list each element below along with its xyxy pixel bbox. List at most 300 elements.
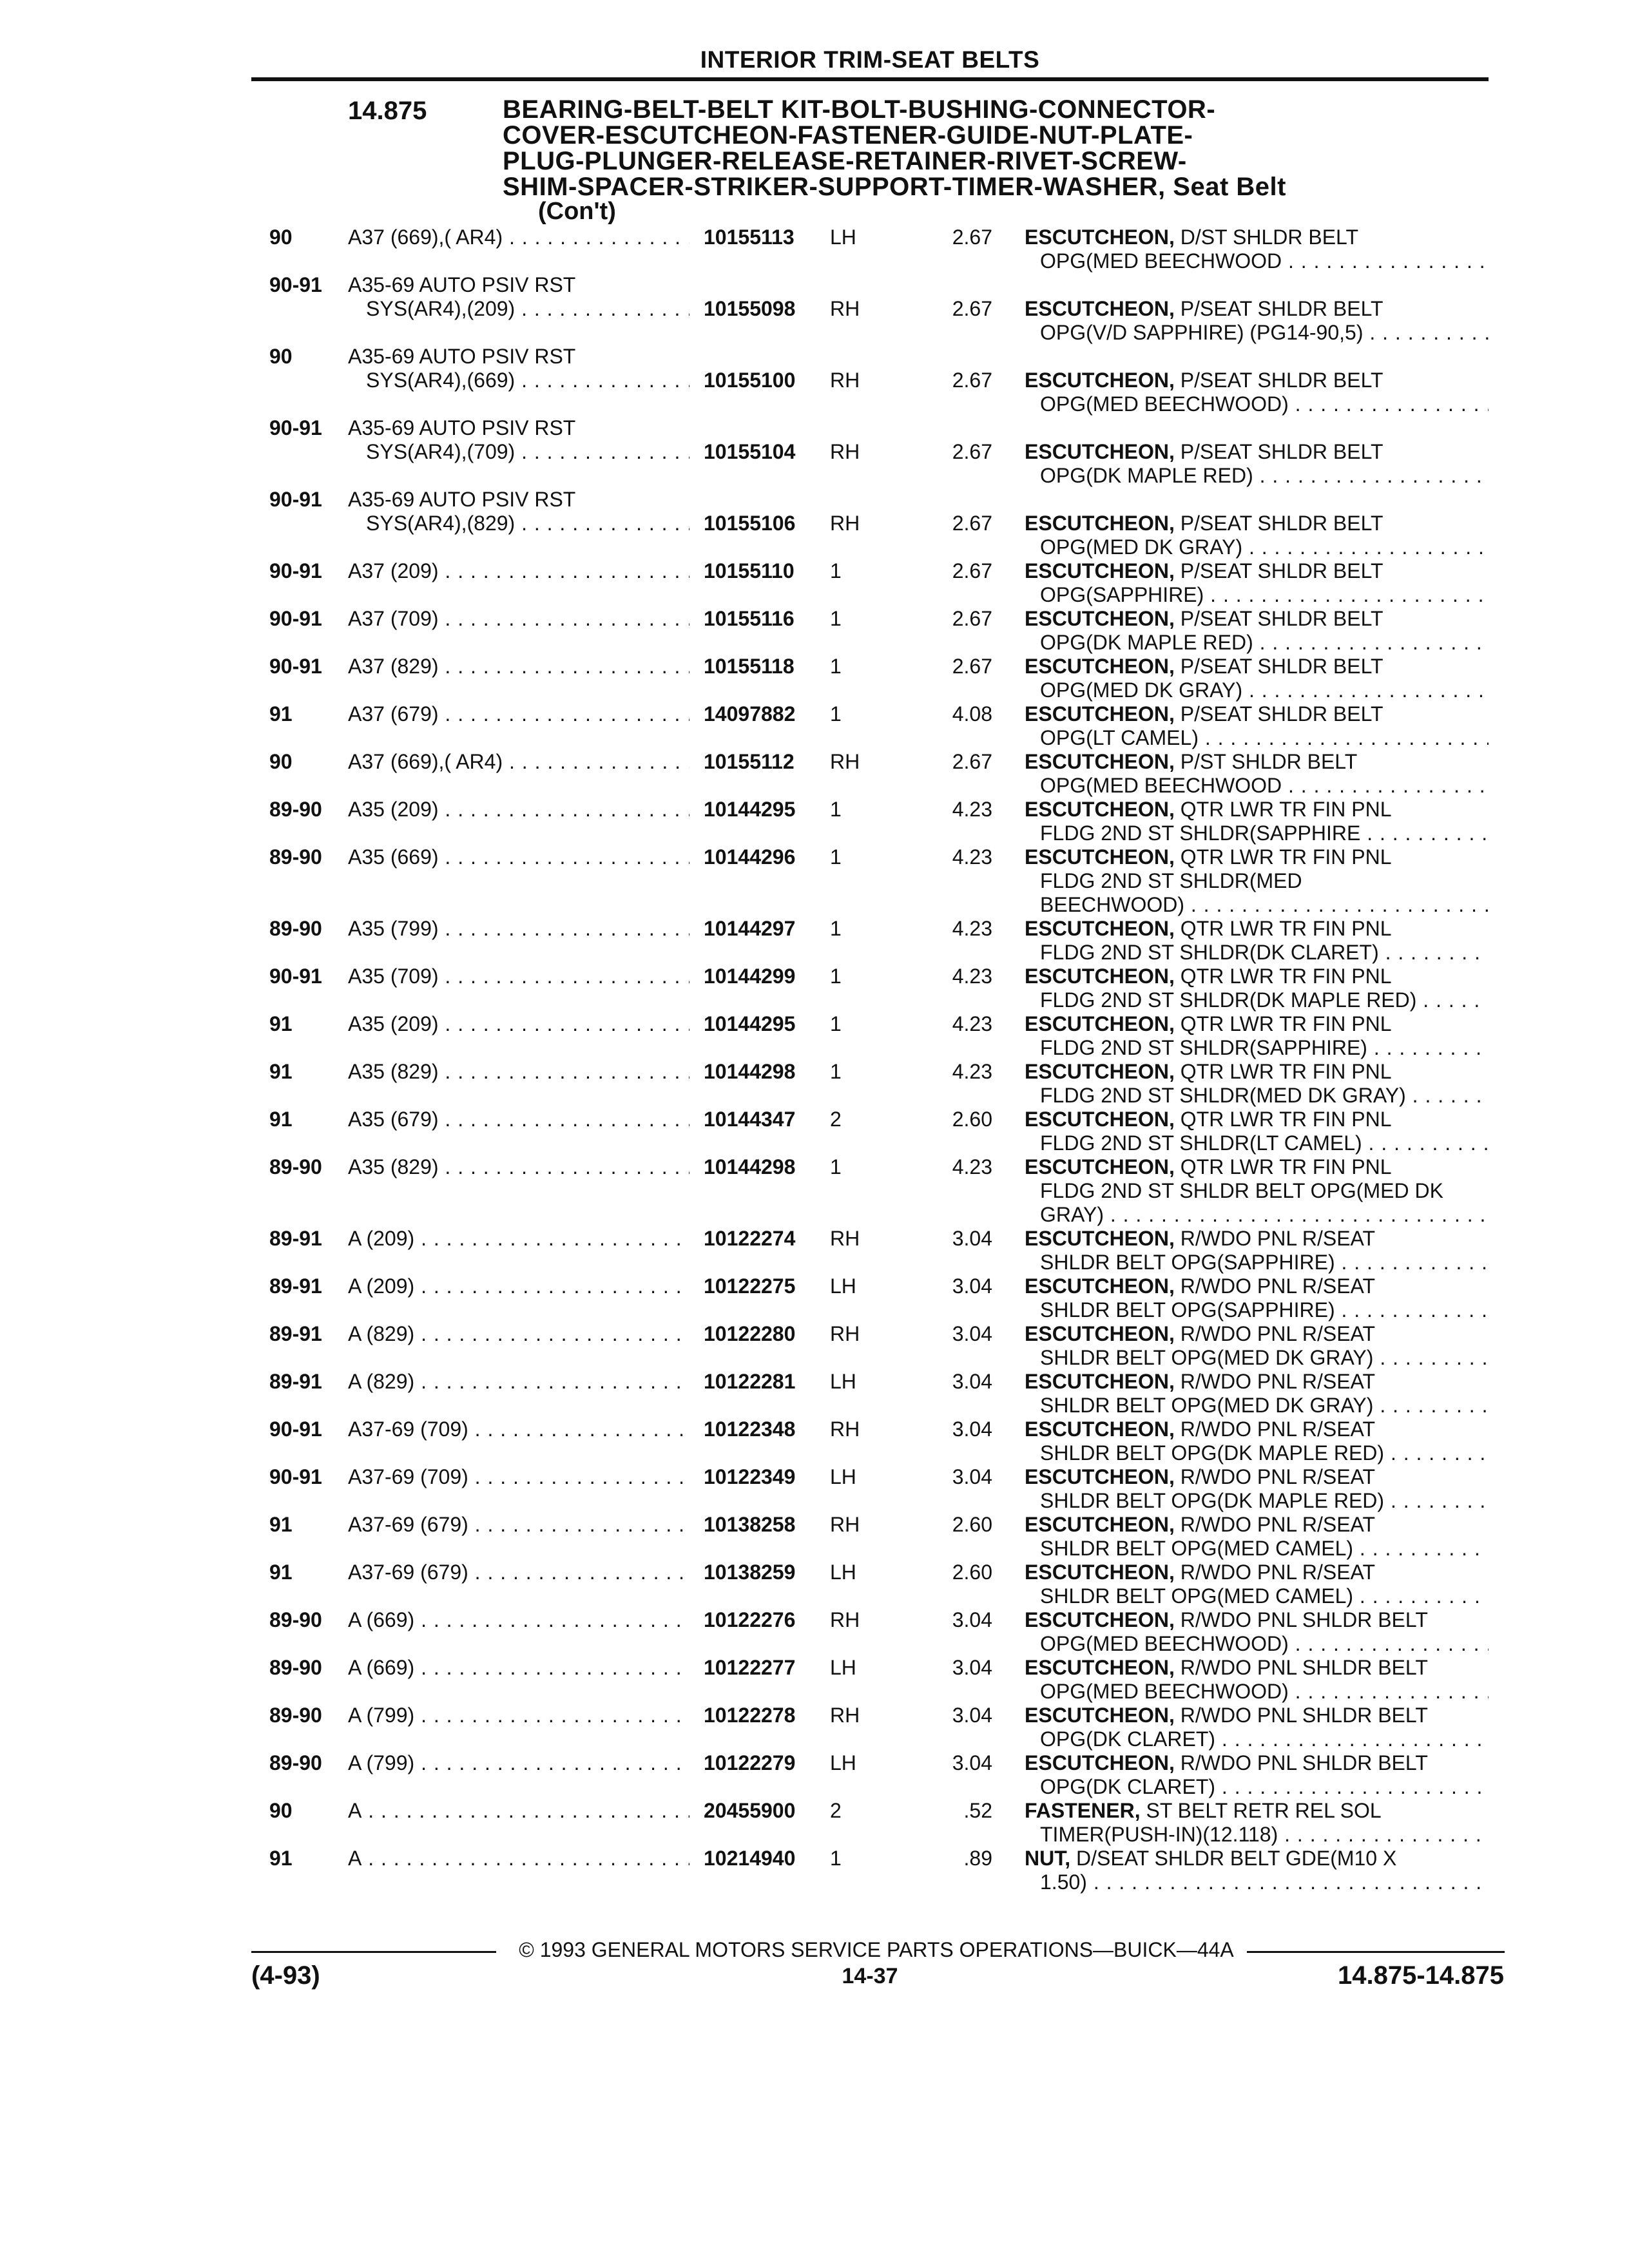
model-usage	[348, 273, 689, 321]
description-name: ESCUTCHEON,	[1025, 512, 1175, 535]
part-number: 10122278	[704, 1704, 796, 1727]
description-text: QTR LWR TR FIN PNL	[1180, 845, 1392, 869]
description-text: R/WDO PNL SHLDR BELT	[1180, 1656, 1428, 1679]
model-usage	[348, 798, 689, 822]
quantity: LH	[830, 1656, 856, 1679]
price: 2.60	[952, 1513, 992, 1536]
description-line	[1025, 607, 1489, 631]
section-title-line: SHIM-SPACER-STRIKER-SUPPORT-TIMER-WASHER, Seat Belt	[503, 173, 1286, 201]
description-line: OPG(DK CLARET) . . .	[1025, 1727, 1489, 1751]
part-number: 10144295	[704, 1012, 796, 1035]
model-usage	[348, 1060, 689, 1084]
part-number: 10122274	[704, 1227, 796, 1250]
model-year: 89-90	[269, 1155, 322, 1178]
part-description	[1025, 369, 1489, 416]
model-year: 91	[269, 1108, 293, 1131]
description-line: FLDG 2ND ST SHLDR(DK CLARET) . . .	[1025, 941, 1489, 965]
model-year: 90	[269, 750, 293, 773]
part-number: 10214940	[704, 1847, 796, 1870]
description-line: OPG(MED BEECHWOOD) . . .	[1025, 1680, 1489, 1704]
table-row	[0, 1418, 1629, 1465]
description-name: ESCUTCHEON,	[1025, 1108, 1175, 1131]
description-line: FLDG 2ND ST SHLDR BELT OPG(MED DK	[1040, 1179, 1443, 1202]
description-name: ESCUTCHEON,	[1025, 1227, 1175, 1250]
part-description	[1025, 1012, 1489, 1060]
table-row	[0, 1799, 1629, 1847]
quantity: RH	[830, 1227, 860, 1250]
description-line: 1.50) . . .	[1025, 1870, 1489, 1894]
description-line: FLDG 2ND ST SHLDR(LT CAMEL) . . .	[1025, 1131, 1489, 1155]
model-usage	[348, 1656, 689, 1680]
part-description	[1025, 1370, 1489, 1418]
model-year: 89-90	[269, 1608, 322, 1631]
description-text: R/WDO PNL R/SEAT	[1180, 1227, 1376, 1250]
model-year: 90-91	[269, 273, 322, 296]
part-description	[1025, 1322, 1489, 1370]
description-line	[1025, 1155, 1489, 1179]
price: 2.67	[952, 297, 992, 320]
table-row	[0, 655, 1629, 702]
model-usage-line: A37-69 (679) . . .	[348, 1561, 689, 1584]
quantity: 1	[830, 917, 842, 940]
quantity: 1	[830, 559, 842, 582]
price: 3.04	[952, 1465, 992, 1488]
model-usage-line: A . . .	[348, 1847, 689, 1870]
price: 4.08	[952, 702, 992, 726]
description-line: OPG(MED BEECHWOOD . . .	[1025, 774, 1489, 798]
table-row	[0, 702, 1629, 750]
section-title-line: BEARING-BELT-BELT KIT-BOLT-BUSHING-CONNECTOR-	[503, 95, 1216, 124]
quantity: 2	[830, 1108, 842, 1131]
model-usage-line: SYS(AR4),(669) . . .	[348, 369, 689, 392]
part-number: 10138258	[704, 1513, 796, 1536]
description-text: P/SEAT SHLDR BELT	[1180, 440, 1383, 463]
description-name: ESCUTCHEON,	[1025, 559, 1175, 582]
description-name: ESCUTCHEON,	[1025, 1274, 1175, 1298]
model-usage-line: A35 (669) . . .	[348, 845, 689, 869]
model-usage	[348, 1227, 689, 1251]
model-usage	[348, 1513, 689, 1537]
description-text: R/WDO PNL R/SEAT	[1180, 1465, 1376, 1488]
model-usage-line: A35 (799) . . .	[348, 917, 689, 941]
description-text: P/SEAT SHLDR BELT	[1180, 559, 1383, 582]
model-year: 89-90	[269, 1751, 322, 1774]
section-continued: (Con't)	[538, 198, 616, 225]
part-description	[1025, 1704, 1489, 1751]
part-number: 10144347	[704, 1108, 796, 1131]
table-row	[0, 226, 1629, 273]
price: 2.67	[952, 655, 992, 678]
part-number: 10144295	[704, 798, 796, 821]
description-line: SHLDR BELT OPG(SAPPHIRE) . . .	[1025, 1298, 1489, 1322]
description-text: P/SEAT SHLDR BELT	[1180, 369, 1383, 392]
description-line	[1025, 512, 1489, 535]
table-row	[0, 1847, 1629, 1894]
quantity: 1	[830, 1155, 842, 1178]
footer-rule-left	[251, 1951, 496, 1953]
price: 3.04	[952, 1322, 992, 1345]
model-usage-line: A35 (829) . . .	[348, 1155, 689, 1179]
description-name: ESCUTCHEON,	[1025, 917, 1175, 940]
description-text: R/WDO PNL R/SEAT	[1180, 1322, 1376, 1345]
description-name: ESCUTCHEON,	[1025, 1751, 1175, 1774]
description-line	[1025, 440, 1489, 464]
part-number: 10155112	[704, 750, 795, 773]
part-description	[1025, 1608, 1489, 1656]
description-name: ESCUTCHEON,	[1025, 750, 1175, 773]
description-line	[1025, 1227, 1489, 1251]
description-name: ESCUTCHEON,	[1025, 607, 1175, 630]
model-usage-line: A35 (829) . . .	[348, 1060, 689, 1084]
description-name: FASTENER,	[1025, 1799, 1141, 1822]
model-year: 89-90	[269, 1656, 322, 1679]
part-number: 10144299	[704, 965, 796, 988]
description-name: ESCUTCHEON,	[1025, 226, 1175, 249]
part-number: 10122275	[704, 1274, 796, 1298]
price: 3.04	[952, 1656, 992, 1679]
model-usage-line: A35 (679) . . .	[348, 1108, 689, 1131]
model-usage	[348, 488, 689, 535]
model-usage-line: SYS(AR4),(709) . . .	[348, 440, 689, 464]
model-year: 90-91	[269, 488, 322, 511]
description-line: OPG(MED DK GRAY) . . .	[1025, 678, 1489, 702]
price: 2.67	[952, 369, 992, 392]
part-description	[1025, 750, 1489, 798]
part-number: 10155104	[704, 440, 796, 463]
model-usage-line: A35-69 AUTO PSIV RST	[348, 488, 576, 511]
part-description	[1025, 297, 1489, 345]
description-line: SHLDR BELT OPG(DK MAPLE RED) . . .	[1025, 1441, 1489, 1465]
part-number: 10138259	[704, 1561, 796, 1584]
description-text: P/SEAT SHLDR BELT	[1180, 297, 1383, 320]
description-line: SHLDR BELT OPG(DK MAPLE RED) . . .	[1025, 1489, 1489, 1513]
table-row	[0, 488, 1629, 559]
description-text: R/WDO PNL SHLDR BELT	[1180, 1608, 1428, 1631]
model-usage	[348, 1465, 689, 1489]
part-description	[1025, 1751, 1489, 1799]
table-row	[0, 1155, 1629, 1227]
model-year: 89-90	[269, 798, 322, 821]
description-line	[1025, 1847, 1489, 1870]
model-usage	[348, 965, 689, 988]
price: 4.23	[952, 1012, 992, 1035]
description-line: FLDG 2ND ST SHLDR(SAPPHIRE . . .	[1025, 822, 1489, 845]
table-row	[0, 273, 1629, 344]
header-rule	[251, 77, 1489, 81]
part-number: 10144296	[704, 845, 796, 869]
quantity: 1	[830, 798, 842, 821]
description-text: QTR LWR TR FIN PNL	[1180, 1012, 1392, 1035]
model-usage-line: A (669) . . .	[348, 1656, 689, 1680]
description-text: R/WDO PNL SHLDR BELT	[1180, 1751, 1428, 1774]
description-text: R/WDO PNL R/SEAT	[1180, 1370, 1376, 1393]
description-name: ESCUTCHEON,	[1025, 965, 1175, 988]
table-row	[0, 1012, 1629, 1060]
part-number: 20455900	[704, 1799, 796, 1822]
price: 2.60	[952, 1108, 992, 1131]
description-name: ESCUTCHEON,	[1025, 845, 1175, 869]
quantity: RH	[830, 750, 860, 773]
model-usage	[348, 416, 689, 464]
description-text: R/WDO PNL R/SEAT	[1180, 1513, 1376, 1536]
quantity: RH	[830, 369, 860, 392]
model-usage	[348, 1561, 689, 1584]
footer-rule-right	[1247, 1951, 1505, 1953]
model-usage	[348, 1704, 689, 1727]
model-usage	[348, 1108, 689, 1131]
table-row	[0, 345, 1629, 416]
model-usage	[348, 1274, 689, 1298]
model-year: 89-91	[269, 1274, 322, 1298]
model-usage	[348, 655, 689, 678]
model-usage-line: A (209) . . .	[348, 1227, 689, 1251]
description-line	[1025, 1060, 1489, 1084]
part-description	[1025, 1561, 1489, 1608]
part-number: 10155098	[704, 297, 796, 320]
quantity: 2	[830, 1799, 842, 1822]
description-text: QTR LWR TR FIN PNL	[1180, 1108, 1392, 1131]
table-row	[0, 607, 1629, 655]
model-usage-line: A (829) . . .	[348, 1322, 689, 1346]
description-line	[1025, 1704, 1489, 1727]
part-description	[1025, 1274, 1489, 1322]
description-text: D/SEAT SHLDR BELT GDE(M10 X	[1076, 1847, 1397, 1870]
description-line: OPG(MED BEECHWOOD) . . .	[1025, 392, 1489, 416]
price: 4.23	[952, 845, 992, 869]
model-usage	[348, 1751, 689, 1775]
description-line	[1025, 1108, 1489, 1131]
description-line	[1025, 965, 1489, 988]
table-row	[0, 845, 1629, 917]
quantity: 1	[830, 702, 842, 726]
quantity: LH	[830, 1370, 856, 1393]
model-year: 90-91	[269, 965, 322, 988]
price: 3.04	[952, 1418, 992, 1441]
model-usage	[348, 1799, 689, 1823]
description-line	[1025, 1561, 1489, 1584]
model-usage-line: A37-69 (679) . . .	[348, 1513, 689, 1537]
table-row	[0, 1656, 1629, 1704]
model-year: 90	[269, 226, 293, 249]
part-number: 10122281	[704, 1370, 796, 1393]
part-number: 10122279	[704, 1751, 796, 1774]
table-row	[0, 1227, 1629, 1274]
model-usage-line: SYS(AR4),(209) . . .	[348, 297, 689, 321]
model-year: 89-91	[269, 1370, 322, 1393]
model-usage-line: A37-69 (709) . . .	[348, 1418, 689, 1441]
table-row	[0, 1751, 1629, 1799]
description-line	[1025, 917, 1489, 941]
part-number: 10144298	[704, 1155, 796, 1178]
model-year: 90-91	[269, 655, 322, 678]
description-name: ESCUTCHEON,	[1025, 369, 1175, 392]
description-name: ESCUTCHEON,	[1025, 1155, 1175, 1178]
description-line: FLDG 2ND ST SHLDR(MED DK GRAY) . . .	[1025, 1084, 1489, 1108]
price: 2.60	[952, 1561, 992, 1584]
description-line	[1025, 845, 1489, 869]
model-usage	[348, 750, 689, 774]
price: .52	[963, 1799, 992, 1822]
description-text: QTR LWR TR FIN PNL	[1180, 917, 1392, 940]
description-name: ESCUTCHEON,	[1025, 1012, 1175, 1035]
model-year: 91	[269, 702, 293, 726]
model-usage-line: A (209) . . .	[348, 1274, 689, 1298]
model-year: 91	[269, 1847, 293, 1870]
description-name: NUT,	[1025, 1847, 1071, 1870]
part-description	[1025, 1155, 1489, 1227]
model-usage-line: A37 (709) . . .	[348, 607, 689, 631]
description-text: R/WDO PNL SHLDR BELT	[1180, 1704, 1428, 1727]
price: 3.04	[952, 1751, 992, 1774]
description-text: R/WDO PNL R/SEAT	[1180, 1274, 1376, 1298]
description-line: OPG(MED BEECHWOOD) . . .	[1025, 1632, 1489, 1656]
model-usage-line: A (799) . . .	[348, 1704, 689, 1727]
model-usage-line: A35 (209) . . .	[348, 798, 689, 822]
quantity: LH	[830, 1561, 856, 1584]
description-name: ESCUTCHEON,	[1025, 1513, 1175, 1536]
price: 2.67	[952, 559, 992, 582]
description-line	[1025, 798, 1489, 822]
description-text: P/SEAT SHLDR BELT	[1180, 655, 1383, 678]
model-year: 91	[269, 1513, 293, 1536]
part-description	[1025, 559, 1489, 607]
quantity: 1	[830, 1012, 842, 1035]
price: 2.67	[952, 440, 992, 463]
footer-copyright: © 1993 GENERAL MOTORS SERVICE PARTS OPERATIONS—BUICK—44A	[519, 1938, 1234, 1961]
footer-date-code: (4-93)	[251, 1961, 320, 1990]
model-usage	[348, 559, 689, 583]
quantity: 1	[830, 1060, 842, 1083]
part-description	[1025, 917, 1489, 965]
description-text: R/WDO PNL R/SEAT	[1180, 1561, 1376, 1584]
description-text: QTR LWR TR FIN PNL	[1180, 1155, 1392, 1178]
description-line: OPG(MED DK GRAY) . . .	[1025, 535, 1489, 559]
description-line	[1025, 1322, 1489, 1346]
price: 3.04	[952, 1370, 992, 1393]
table-row	[0, 798, 1629, 845]
part-description	[1025, 655, 1489, 702]
description-name: ESCUTCHEON,	[1025, 1561, 1175, 1584]
part-number: 10144297	[704, 917, 796, 940]
model-usage	[348, 607, 689, 631]
description-text: P/ST SHLDR BELT	[1180, 750, 1358, 773]
description-line	[1025, 1418, 1489, 1441]
model-usage-line: A37 (209) . . .	[348, 559, 689, 583]
quantity: RH	[830, 512, 860, 535]
description-text: QTR LWR TR FIN PNL	[1180, 965, 1392, 988]
description-line: TIMER(PUSH-IN)(12.118) . . .	[1025, 1823, 1489, 1847]
quantity: LH	[830, 1751, 856, 1774]
description-text: ST BELT RETR REL SOL	[1146, 1799, 1382, 1822]
quantity: RH	[830, 297, 860, 320]
model-usage	[348, 226, 689, 249]
model-usage	[348, 1012, 689, 1036]
description-line	[1025, 702, 1489, 726]
description-line: GRAY) . . .	[1025, 1203, 1489, 1227]
model-usage	[348, 1418, 689, 1441]
part-description	[1025, 1513, 1489, 1561]
description-text: P/SEAT SHLDR BELT	[1180, 702, 1383, 726]
table-row	[0, 1060, 1629, 1108]
model-year: 91	[269, 1561, 293, 1584]
section-number: 14.875	[348, 97, 427, 125]
model-year: 89-90	[269, 845, 322, 869]
model-usage-line: A (799) . . .	[348, 1751, 689, 1775]
table-row	[0, 1370, 1629, 1418]
part-number: 10155110	[704, 559, 795, 582]
description-name: ESCUTCHEON,	[1025, 1060, 1175, 1083]
description-line	[1025, 1274, 1489, 1298]
quantity: 1	[830, 965, 842, 988]
quantity: RH	[830, 440, 860, 463]
description-line: SHLDR BELT OPG(SAPPHIRE) . . .	[1025, 1251, 1489, 1274]
part-description	[1025, 702, 1489, 750]
price: 3.04	[952, 1704, 992, 1727]
price: 3.04	[952, 1274, 992, 1298]
model-usage-line: A35-69 AUTO PSIV RST	[348, 416, 576, 439]
part-description	[1025, 1108, 1489, 1155]
model-usage-line: A . . .	[348, 1799, 689, 1823]
table-row	[0, 559, 1629, 607]
description-line: FLDG 2ND ST SHLDR(SAPPHIRE) . . .	[1025, 1036, 1489, 1060]
description-name: ESCUTCHEON,	[1025, 1704, 1175, 1727]
model-usage-line: A37 (669),( AR4) . . .	[348, 226, 689, 249]
description-line	[1025, 1513, 1489, 1537]
model-usage-line: A37-69 (709) . . .	[348, 1465, 689, 1489]
quantity: RH	[830, 1704, 860, 1727]
part-number: 10144298	[704, 1060, 796, 1083]
part-description	[1025, 798, 1489, 845]
description-text: P/SEAT SHLDR BELT	[1180, 512, 1383, 535]
quantity: RH	[830, 1513, 860, 1536]
model-year: 91	[269, 1060, 293, 1083]
description-line	[1025, 750, 1489, 774]
model-year: 91	[269, 1012, 293, 1035]
table-row	[0, 1561, 1629, 1608]
price: 2.67	[952, 750, 992, 773]
model-year: 89-91	[269, 1227, 322, 1250]
description-line	[1025, 1465, 1489, 1489]
price: 4.23	[952, 917, 992, 940]
model-year: 90-91	[269, 559, 322, 582]
model-year: 89-90	[269, 1704, 322, 1727]
model-usage	[348, 917, 689, 941]
model-usage	[348, 1608, 689, 1632]
model-year: 90-91	[269, 416, 322, 439]
price: 4.23	[952, 1060, 992, 1083]
description-line: OPG(DK MAPLE RED) . . .	[1025, 464, 1489, 488]
description-text: QTR LWR TR FIN PNL	[1180, 798, 1392, 821]
model-year: 90-91	[269, 607, 322, 630]
table-row	[0, 416, 1629, 487]
description-name: ESCUTCHEON,	[1025, 1465, 1175, 1488]
part-description	[1025, 1847, 1489, 1894]
description-name: ESCUTCHEON,	[1025, 1608, 1175, 1631]
part-number: 10122277	[704, 1656, 796, 1679]
description-line	[1025, 655, 1489, 678]
description-line: OPG(DK CLARET) . . .	[1025, 1775, 1489, 1799]
quantity: 1	[830, 845, 842, 869]
quantity: RH	[830, 1322, 860, 1345]
model-usage-line: A35-69 AUTO PSIV RST	[348, 345, 576, 368]
price: 4.23	[952, 798, 992, 821]
price: 4.23	[952, 1155, 992, 1178]
table-row	[0, 965, 1629, 1012]
part-number: 10122280	[704, 1322, 796, 1345]
part-number: 10122349	[704, 1465, 796, 1488]
section-title-line: PLUG-PLUNGER-RELEASE-RETAINER-RIVET-SCREW-	[503, 147, 1187, 175]
table-row	[0, 750, 1629, 798]
